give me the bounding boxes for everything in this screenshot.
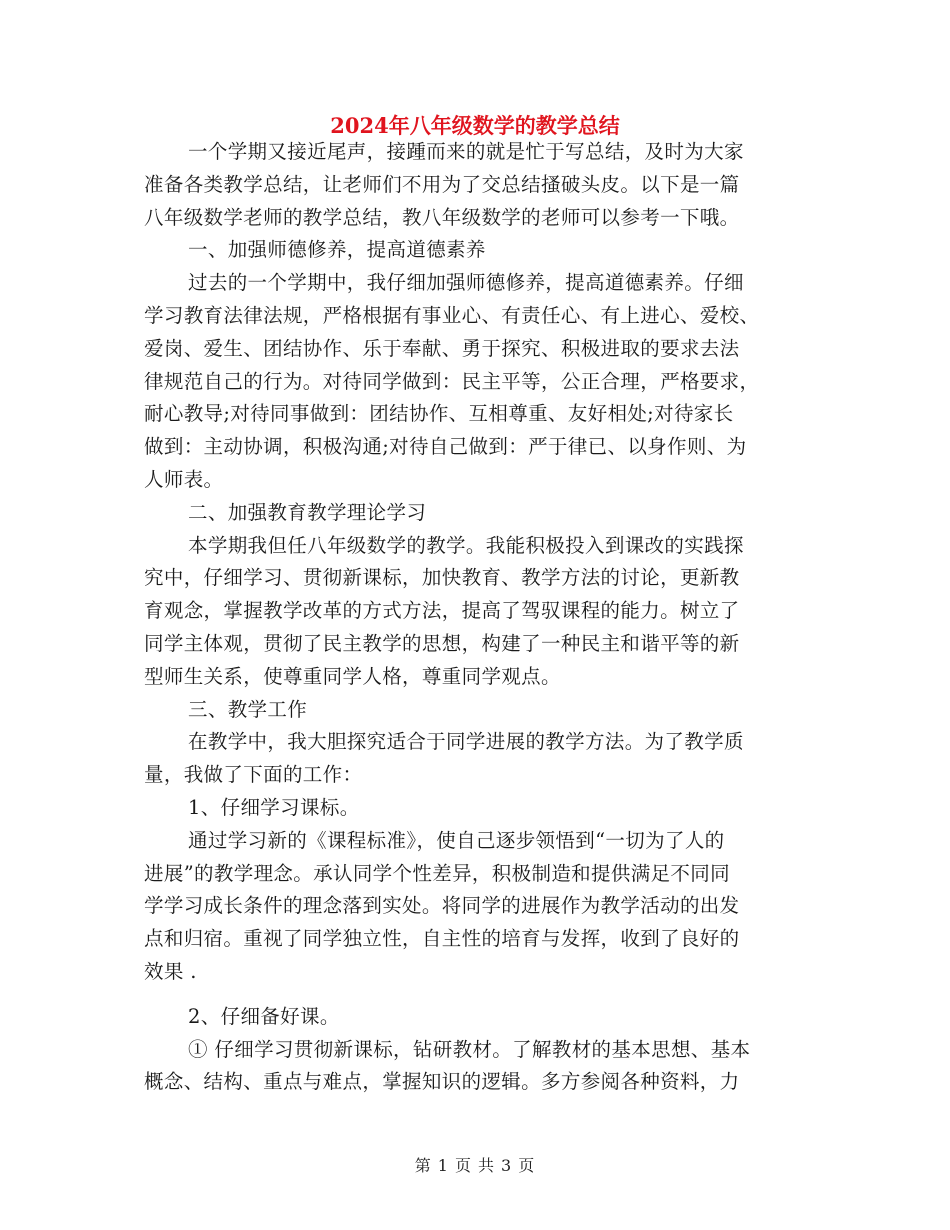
text-line: 准备各类教学总结，让老师们不用为了交总结搔破头皮。以下是一篇 xyxy=(144,172,740,196)
text-line: 型师生关系，使尊重同学人格，尊重同学观点。 xyxy=(144,664,561,688)
text-line: 三、教学工作 xyxy=(188,697,308,721)
text-line: ① 仔细学习贯彻新课标，钻研教材。了解教材的基本思想、基本 xyxy=(188,1037,751,1061)
document-body xyxy=(144,136,814,1099)
text-line: 1、仔细学习课标。 xyxy=(188,795,360,819)
footer-total-pages: 3 xyxy=(501,1156,513,1175)
text-line: 学学习成长条件的理念落到实处。将同学的进展作为教学活动的出发 xyxy=(144,894,740,918)
page-footer xyxy=(0,1153,950,1176)
text-line: 二、加强教育教学理论学习 xyxy=(188,500,427,524)
text-line: 一个学期又接近尾声，接踵而来的就是忙于写总结，及时为大家 xyxy=(188,140,744,163)
text-line: 爱岗、爱生、团结协作、乐于奉献、勇于探究、积极进取的要求去法 xyxy=(144,336,740,360)
text-line: 点和归宿。重视了同学独立性，自主性的培育与发挥，收到了良好的 xyxy=(144,927,740,951)
text-line: 育观念，掌握教学改革的方式方法，提高了驾驭课程的能力。树立了 xyxy=(144,599,740,623)
text-line: 量，我做了下面的工作： xyxy=(144,763,363,787)
text-line: 过去的一个学期中，我仔细加强师德修养，提高道德素养。仔细 xyxy=(188,271,744,295)
text-line: 究中，仔细学习、贯彻新课标，加快教育、教学方法的讨论，更新教 xyxy=(144,566,740,590)
text-line: 八年级数学老师的教学总结，教八年级数学的老师可以参考一下哦。 xyxy=(144,205,740,229)
footer-suffix: 页 xyxy=(518,1156,536,1175)
text-line: 在教学中，我大胆探究适合于同学进展的教学方法。为了教学质 xyxy=(188,730,744,754)
footer-prefix: 第 xyxy=(414,1156,432,1175)
text-line: 做到：主动协调，积极沟通;对待自己做到：严于律已、以身作则、为 xyxy=(144,435,747,459)
text-line: 2、仔细备好课。 xyxy=(188,1004,340,1028)
text-line: 通过学习新的《课程标准》，使自己逐步领悟到“一切为了人的 xyxy=(188,828,725,852)
text-line: 效果 . xyxy=(144,959,197,983)
text-line: 律规范自己的行为。对待同学做到：民主平等，公正合理，严格要求， xyxy=(144,369,760,393)
text-line: 进展”的教学理念。承认同学个性差异，积极制造和提供满足不同同 xyxy=(144,861,730,885)
text-line: 一、加强师德修养，提高道德素养 xyxy=(188,238,486,262)
line-gap xyxy=(144,989,814,1001)
text-line: 学习教育法律法规，严格根据有事业心、有责任心、有上进心、爱校、 xyxy=(144,303,760,327)
text-line: 本学期我但任八年级数学的教学。我能积极投入到课改的实践探 xyxy=(188,533,744,557)
footer-mid: 页 共 xyxy=(454,1156,496,1175)
text-line: 概念、结构、重点与难点，掌握知识的逻辑。多方参阅各种资料，力 xyxy=(144,1070,740,1094)
document-title: 2024年八年级数学的教学总结 xyxy=(330,113,620,138)
text-line: 耐心教导;对待同事做到：团结协作、互相尊重、友好相处;对待家长 xyxy=(144,402,734,426)
footer-current-page: 1 xyxy=(437,1156,449,1175)
text-line: 人师表。 xyxy=(144,467,224,491)
text-line: 同学主体观，贯彻了民主教学的思想，构建了一种民主和谐平等的新 xyxy=(144,631,740,655)
